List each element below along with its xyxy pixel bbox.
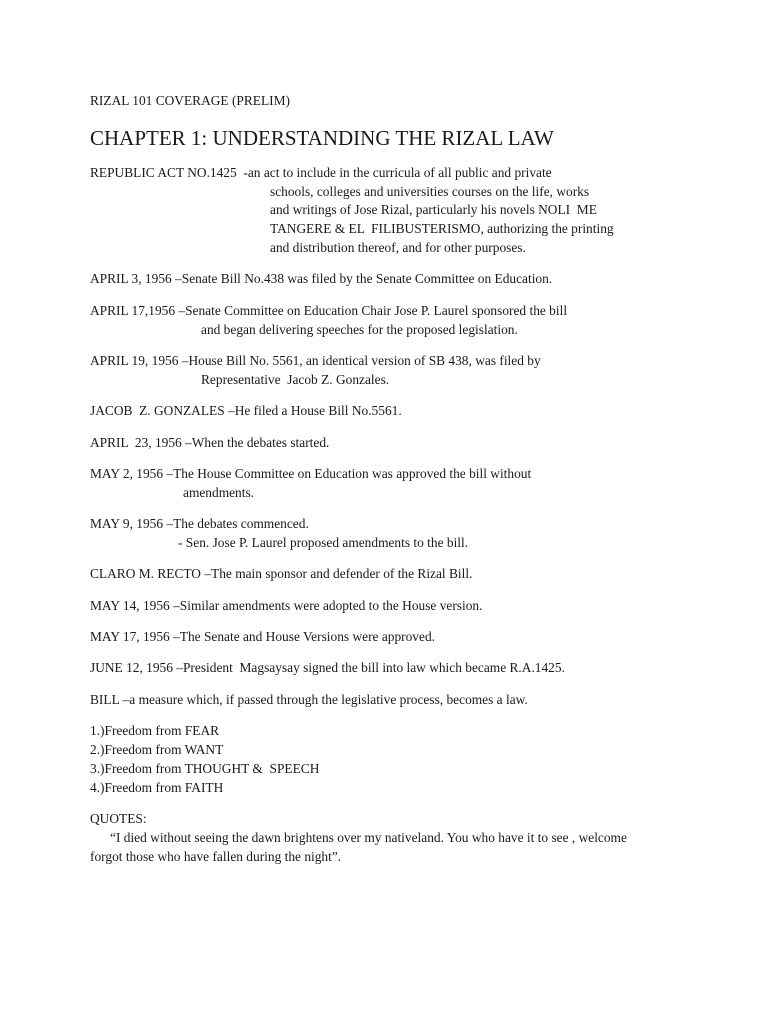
freedom-item: 2.)Freedom from WANT	[90, 742, 224, 758]
timeline-entry	[90, 352, 710, 390]
republic-act-line: and distribution thereof, and for other purposes.	[270, 239, 526, 255]
quotes-section	[90, 810, 710, 866]
entry-line: CLARO M. RECTO –The main sponsor and defender of the Rizal Bill.	[90, 566, 473, 582]
freedoms-list	[90, 722, 710, 797]
entry-line: MAY 2, 1956 –The House Committee on Education was approved the bill without	[90, 465, 532, 481]
entry-line: MAY 14, 1956 –Similar amendments were adopted to the House version.	[90, 597, 483, 613]
entry-line: amendments.	[183, 484, 255, 500]
entry-line: APRIL 17,1956 –Senate Committee on Education Chair Jose P. Laurel sponsored the bill	[90, 302, 568, 318]
timeline-entry	[90, 628, 710, 647]
entry-line: JACOB Z. GONZALES –He filed a House Bill No.5561.	[90, 403, 402, 419]
republic-act-line: TANGERE & EL FILIBUSTERISMO, authorizing the printing	[270, 221, 614, 237]
entry-line: JUNE 12, 1956 –President Magsaysay signed the bill into law which became R.A.1425.	[90, 660, 565, 676]
entry-line: Representative Jacob Z. Gonzales.	[201, 371, 390, 387]
entry-line: APRIL 3, 1956 –Senate Bill No.438 was filed by the Senate Committee on Education.	[90, 271, 553, 287]
entry-line: APRIL 23, 1956 –When the debates started.	[90, 434, 330, 450]
timeline-entry	[90, 659, 710, 678]
timeline-entry	[90, 465, 710, 503]
timeline-entry	[90, 691, 710, 710]
timeline-entry	[90, 597, 710, 616]
republic-act-block	[90, 164, 710, 258]
republic-act-line: REPUBLIC ACT NO.1425 -an act to include in the curricula of all public and private	[90, 164, 552, 180]
timeline-entry	[90, 402, 710, 421]
timeline-entry	[90, 515, 710, 553]
freedom-item: 1.)Freedom from FEAR	[90, 723, 220, 739]
entry-line: and began delivering speeches for the proposed legislation.	[201, 321, 518, 337]
entry-line: MAY 17, 1956 –The Senate and House Versions were approved.	[90, 629, 435, 645]
quotes-label: QUOTES:	[90, 811, 147, 827]
timeline-entry	[90, 565, 710, 584]
entry-line: BILL –a measure which, if passed through the legislative process, becomes a law.	[90, 691, 528, 707]
freedom-item: 4.)Freedom from FAITH	[90, 779, 224, 795]
document-body	[90, 92, 710, 866]
timeline-entry	[90, 302, 710, 340]
republic-act-line: schools, colleges and universities courses on the life, works	[270, 183, 590, 199]
timeline-entry	[90, 434, 710, 453]
chapter-title: CHAPTER 1: UNDERSTANDING THE RIZAL LAW	[90, 125, 554, 150]
freedom-item: 3.)Freedom from THOUGHT & SPEECH	[90, 760, 320, 776]
republic-act-line: and writings of Jose Rizal, particularly his novels NOLI ME	[270, 202, 597, 218]
coverage-heading: RIZAL 101 COVERAGE (PRELIM)	[90, 93, 290, 108]
entry-line: APRIL 19, 1956 –House Bill No. 5561, an identical version of SB 438, was filed by	[90, 352, 541, 368]
entry-line: - Sen. Jose P. Laurel proposed amendments to the bill.	[178, 534, 469, 550]
entry-line: MAY 9, 1956 –The debates commenced.	[90, 516, 309, 532]
quote-text: “I died without seeing the dawn brightens over my nativeland. You who have it to see , welcome forgot those who have fallen during the night”.	[90, 829, 627, 864]
timeline-entry	[90, 270, 710, 289]
